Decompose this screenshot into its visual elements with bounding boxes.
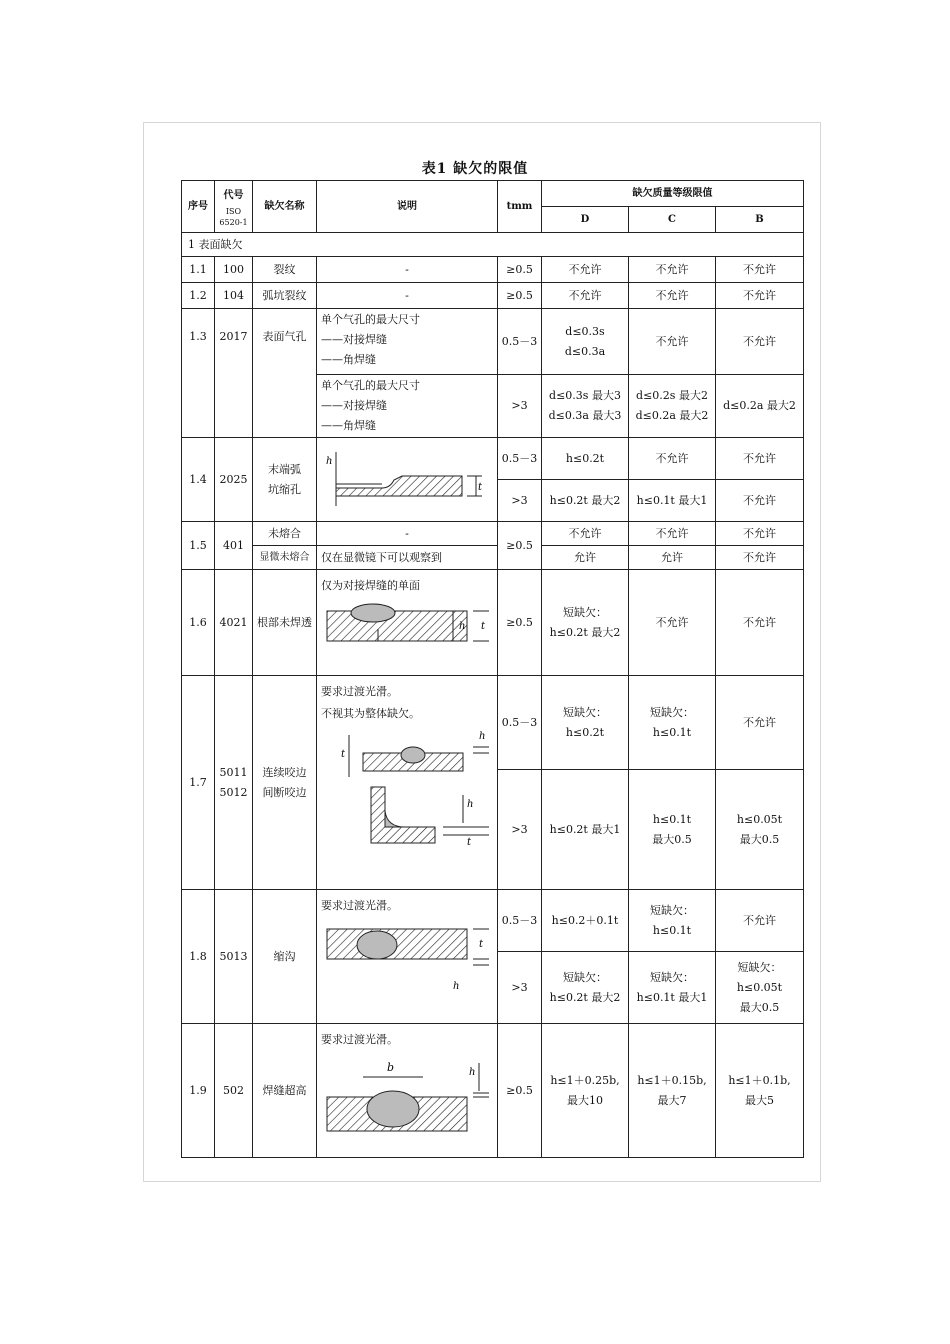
cell-d: 短缺欠： h≤0.2t: [542, 676, 629, 770]
cell-no: 1.9: [182, 1024, 215, 1158]
header-seq: 序号: [182, 181, 215, 233]
cell-code: 5013: [215, 890, 253, 1024]
table-row: [182, 676, 804, 770]
cell-name: 连续咬边 间断咬边: [253, 676, 317, 890]
cell-d: 短缺欠： h≤0.2t 最大2: [542, 570, 629, 676]
cell-b: 不允许: [716, 309, 804, 375]
cell-d: 短缺欠： h≤0.2t 最大2: [542, 952, 629, 1024]
fig-label-h: h: [469, 1067, 476, 1078]
cell-code: 2025: [215, 438, 253, 522]
cell-name: 弧坑裂纹: [253, 283, 317, 309]
cell-d: d≤0.3s d≤0.3a: [542, 309, 629, 375]
table-title: 表1 缺欠的限值: [421, 161, 529, 177]
header-grade-c: C: [629, 207, 716, 233]
cell-code: 4021: [215, 570, 253, 676]
cell-b: 不允许: [716, 283, 804, 309]
cell-b: 不允许: [716, 546, 804, 570]
cell-desc: -: [317, 257, 498, 283]
table-row: [182, 283, 804, 309]
cell-code: 401: [215, 522, 253, 570]
cell-b: h≤0.05t 最大0.5: [716, 770, 804, 890]
fig-label-h: h: [479, 731, 486, 742]
excess-weld-metal-figure: [323, 1053, 493, 1145]
cell-t: ≥0.5: [498, 522, 542, 570]
cell-d: d≤0.3s 最大3 d≤0.3a 最大3: [542, 375, 629, 438]
cell-desc: [317, 676, 498, 890]
cell-c: 不允许: [629, 522, 716, 546]
cell-d: h≤1＋0.25b, 最大10: [542, 1024, 629, 1158]
cell-b: 短缺欠： h≤0.05t 最大0.5: [716, 952, 804, 1024]
cell-name: 表面气孔: [253, 309, 317, 438]
cell-t: 0.5－3: [498, 890, 542, 952]
cell-c: 不允许: [629, 257, 716, 283]
cell-c: 允许: [629, 546, 716, 570]
cell-code: 5011 5012: [215, 676, 253, 890]
cell-no: 1.6: [182, 570, 215, 676]
cell-name: 缩沟: [253, 890, 317, 1024]
fig-label-t: t: [341, 749, 346, 760]
fig-label-h2: h: [467, 799, 474, 810]
cell-t: 0.5－3: [498, 309, 542, 375]
cell-d: 允许: [542, 546, 629, 570]
section-surface: 1 表面缺欠: [182, 233, 804, 257]
header-limits: 缺欠质量等级限值: [542, 181, 804, 207]
desc-text: 要求过渡光滑。 不视其为整体缺欠。: [321, 685, 420, 720]
fig-label-h: h: [459, 621, 466, 632]
defect-limits-table: [181, 180, 804, 1158]
table-row: [182, 1024, 804, 1158]
header-code: [215, 181, 253, 233]
root-penetration-figure: [323, 599, 493, 659]
header-grade-b: B: [716, 207, 804, 233]
table-row: [182, 890, 804, 952]
cell-c: 短缺欠： h≤0.1t: [629, 676, 716, 770]
table-row: [182, 546, 804, 570]
cell-b: 不允许: [716, 257, 804, 283]
cell-c: 短缺欠： h≤0.1t 最大1: [629, 952, 716, 1024]
cell-no: 1.2: [182, 283, 215, 309]
cell-t: ≥0.5: [498, 1024, 542, 1158]
desc-text: 仅为对接焊缝的单面: [321, 579, 420, 592]
cell-desc: [317, 890, 498, 1024]
cell-t: 0.5－3: [498, 438, 542, 480]
cell-code: 2017: [215, 309, 253, 438]
cell-c: 不允许: [629, 570, 716, 676]
cell-code: 502: [215, 1024, 253, 1158]
header-grade-d: D: [542, 207, 629, 233]
cell-b: d≤0.2a 最大2: [716, 375, 804, 438]
cell-b: 不允许: [716, 890, 804, 952]
cell-name: 未熔合: [253, 522, 317, 546]
cell-desc: 仅在显微镜下可以观察到: [317, 546, 498, 570]
cell-t: >3: [498, 375, 542, 438]
fig-label-t: t: [479, 939, 484, 950]
cell-name: 根部未焊透: [253, 570, 317, 676]
cell-desc: [317, 438, 498, 522]
cell-c: h≤1＋0.15b, 最大7: [629, 1024, 716, 1158]
table-row: [182, 522, 804, 546]
cell-code: 104: [215, 283, 253, 309]
cell-code: 100: [215, 257, 253, 283]
fig-label-h: h: [326, 455, 333, 467]
cell-c: 短缺欠： h≤0.1t: [629, 890, 716, 952]
header-t: tmm: [498, 181, 542, 233]
cell-d: h≤0.2t 最大1: [542, 770, 629, 890]
fig-label-t2: t: [467, 837, 472, 848]
cell-desc: -: [317, 283, 498, 309]
cell-desc: 单个气孔的最大尺寸 ——对接焊缝 ——角焊缝: [317, 375, 498, 438]
cell-no: 1.8: [182, 890, 215, 1024]
cell-t: 0.5－3: [498, 676, 542, 770]
cell-desc: [317, 570, 498, 676]
cell-c: d≤0.2s 最大2 d≤0.2a 最大2: [629, 375, 716, 438]
cell-c: 不允许: [629, 283, 716, 309]
cell-b: 不允许: [716, 438, 804, 480]
cell-name: 焊缝超高: [253, 1024, 317, 1158]
cell-b: 不允许: [716, 522, 804, 546]
header-desc: 说明: [317, 181, 498, 233]
cell-t: ≥0.5: [498, 283, 542, 309]
cell-b: 不允许: [716, 570, 804, 676]
desc-text: 要求过渡光滑。: [321, 1033, 398, 1046]
cell-no: 1.1: [182, 257, 215, 283]
table-row: [182, 257, 804, 283]
cell-desc: [317, 1024, 498, 1158]
table-row: [182, 570, 804, 676]
cell-b: h≤1＋0.1b, 最大5: [716, 1024, 804, 1158]
cell-d: h≤0.2t 最大2: [542, 480, 629, 522]
cell-c: h≤0.1t 最大1: [629, 480, 716, 522]
cell-d: 不允许: [542, 522, 629, 546]
cell-c: h≤0.1t 最大0.5: [629, 770, 716, 890]
cell-c: 不允许: [629, 438, 716, 480]
crater-pipe-figure: [322, 446, 492, 516]
cell-name: 显微未熔合: [253, 546, 317, 570]
cell-d: 不允许: [542, 257, 629, 283]
cell-t: >3: [498, 952, 542, 1024]
header-code-std: ISO 6520-1: [219, 206, 248, 227]
cell-d: 不允许: [542, 283, 629, 309]
header-name: 缺欠名称: [253, 181, 317, 233]
cell-d: h≤0.2＋0.1t: [542, 890, 629, 952]
cell-no: 1.3: [182, 309, 215, 438]
cell-name: 裂纹: [253, 257, 317, 283]
table-row: [182, 438, 804, 480]
fig-label-h: h: [453, 981, 460, 992]
cell-c: 不允许: [629, 309, 716, 375]
cell-t: >3: [498, 480, 542, 522]
cell-b: 不允许: [716, 480, 804, 522]
cell-name: 末端弧 坑缩孔: [253, 438, 317, 522]
fig-label-t: t: [478, 481, 483, 493]
cell-t: ≥0.5: [498, 257, 542, 283]
cell-desc: 单个气孔的最大尺寸 ——对接焊缝 ——角焊缝: [317, 309, 498, 375]
cell-t: >3: [498, 770, 542, 890]
cell-t: ≥0.5: [498, 570, 542, 676]
undercut-figure: [323, 727, 493, 867]
header-code-label: 代号: [223, 189, 244, 201]
cell-desc: -: [317, 522, 498, 546]
cell-no: 1.4: [182, 438, 215, 522]
fig-label-t: t: [481, 621, 486, 632]
cell-no: 1.7: [182, 676, 215, 890]
desc-text: 要求过渡光滑。: [321, 899, 398, 912]
cell-b: 不允许: [716, 676, 804, 770]
table-row: [182, 309, 804, 375]
cell-d: h≤0.2t: [542, 438, 629, 480]
fig-label-b: b: [387, 1061, 395, 1074]
cell-no: 1.5: [182, 522, 215, 570]
shrinkage-groove-figure: [323, 919, 493, 999]
